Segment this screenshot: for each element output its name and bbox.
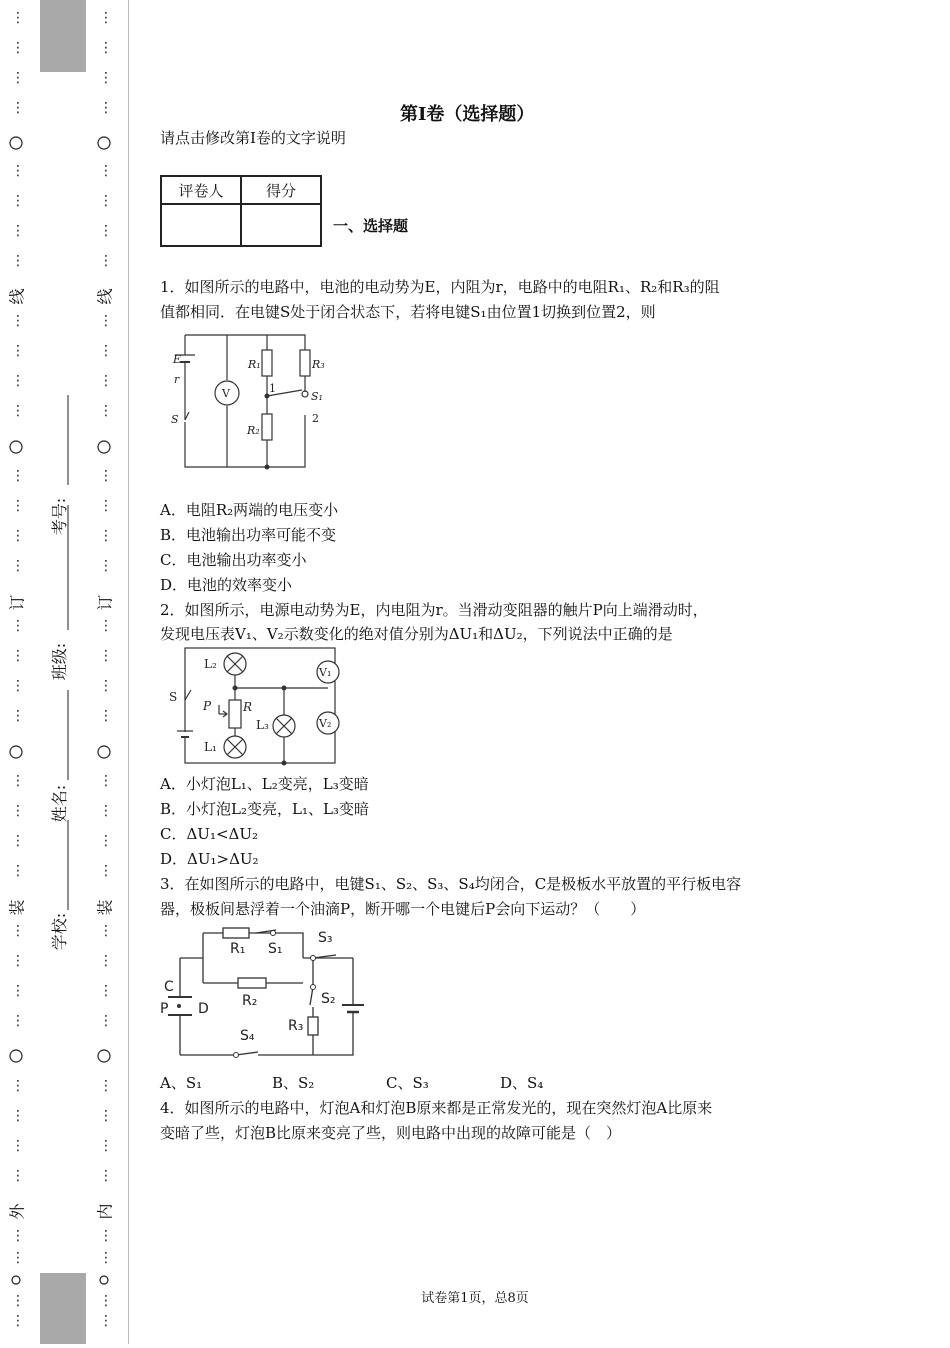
q3-option-c[interactable]: C、S₃ xyxy=(386,1074,429,1092)
student-info-band xyxy=(40,0,86,1344)
score-table xyxy=(160,175,322,247)
score-table-score-cell[interactable] xyxy=(241,204,321,246)
svg-text:⋮: ⋮ xyxy=(11,708,25,724)
q1-stem-line-2: 值都相同．在电键S处于闭合状态下，若将电键S₁由位置1切换到位置2，则 xyxy=(160,303,656,321)
svg-text:⋮: ⋮ xyxy=(99,983,113,999)
q1-option-c[interactable]: C．电池输出功率变小 xyxy=(160,551,307,569)
q2-label-v2: V₂ xyxy=(319,717,332,730)
q2-option-d[interactable]: D．ΔU₁>ΔU₂ xyxy=(160,850,259,868)
q3-stem-line-1: 3．在如图所示的电路中，电键S₁、S₂、S₃、S₄均闭合，C是极板水平放置的平行板电容 xyxy=(160,875,742,893)
q3-label-s1: S₁ xyxy=(268,941,283,957)
q3-stem-line-2: 器，极板间悬浮着一个油滴P，断开哪一个电键后P会向下运动？（ ） xyxy=(160,900,646,918)
svg-text:⋮: ⋮ xyxy=(11,983,25,999)
outer-mark-wai: 外 xyxy=(7,1203,27,1220)
svg-text:⋮: ⋮ xyxy=(11,678,25,694)
svg-text:⋮: ⋮ xyxy=(99,528,113,544)
svg-text:⋮: ⋮ xyxy=(99,708,113,724)
outer-mark-ding: 订 xyxy=(7,594,27,611)
svg-text:⋮: ⋮ xyxy=(11,1313,25,1329)
svg-text:⋮: ⋮ xyxy=(99,1228,113,1244)
svg-text:⋮: ⋮ xyxy=(11,468,25,484)
svg-text:⋮: ⋮ xyxy=(11,40,25,56)
svg-text:⋮: ⋮ xyxy=(11,803,25,819)
inner-binding-column xyxy=(88,0,129,1344)
svg-text:⋮: ⋮ xyxy=(99,468,113,484)
q1-stem-line-1: 1．如图所示的电路中，电池的电动势为E，内阻为r，电路中的电阻R₁、R₂和R₃的阻 xyxy=(160,278,720,296)
svg-text:⋮: ⋮ xyxy=(11,193,25,209)
q2-stem-line-1: 2．如图所示，电源电动势为E，内电阻为r。当滑动变阻器的触片P向上端滑动时， xyxy=(160,601,708,619)
svg-text:⋮: ⋮ xyxy=(99,953,113,969)
svg-text:⋮: ⋮ xyxy=(11,773,25,789)
svg-text:⋮: ⋮ xyxy=(99,373,113,389)
svg-text:⋮: ⋮ xyxy=(11,253,25,269)
svg-text:⋮: ⋮ xyxy=(11,100,25,116)
svg-text:⋮: ⋮ xyxy=(99,618,113,634)
q2-option-a[interactable]: A．小灯泡L₁、L₂变亮，L₃变暗 xyxy=(160,775,369,793)
q2-label-l3: L₃ xyxy=(256,718,269,732)
svg-text:⋮: ⋮ xyxy=(99,403,113,419)
svg-text:⋮: ⋮ xyxy=(99,343,113,359)
svg-text:⋮: ⋮ xyxy=(11,953,25,969)
q1-label-s1: S₁ xyxy=(311,390,323,403)
svg-text:⋮: ⋮ xyxy=(11,343,25,359)
q1-label-r3: R₃ xyxy=(312,358,325,371)
svg-text:⋮: ⋮ xyxy=(11,1078,25,1094)
q4-stem-line-2: 变暗了些，灯泡B比原来变亮了些，则电路中出现的故障可能是（ ） xyxy=(160,1124,622,1142)
svg-text:⋮: ⋮ xyxy=(99,1250,113,1266)
q1-label-pos2: 2 xyxy=(312,412,319,425)
svg-text:⋮: ⋮ xyxy=(11,1293,25,1309)
svg-text:⋮: ⋮ xyxy=(99,1078,113,1094)
svg-text:⋮: ⋮ xyxy=(11,373,25,389)
q1-label-s: S xyxy=(171,413,179,426)
q2-label-s: S xyxy=(169,690,178,704)
q2-option-b[interactable]: B．小灯泡L₂变亮，L₁、L₃变暗 xyxy=(160,800,369,818)
svg-text:⋮: ⋮ xyxy=(99,498,113,514)
q1-label-v: V xyxy=(222,387,230,400)
page-footer: 试卷第1页，总8页 xyxy=(421,1291,529,1306)
svg-text:⋮: ⋮ xyxy=(99,1013,113,1029)
q1-circuit-figure xyxy=(165,330,335,470)
svg-text:⋮: ⋮ xyxy=(11,313,25,329)
q3-option-b[interactable]: B、S₂ xyxy=(272,1074,315,1092)
svg-text:⋮: ⋮ xyxy=(11,833,25,849)
field-class: 班级: xyxy=(50,642,70,681)
svg-text:⋮: ⋮ xyxy=(99,100,113,116)
outer-mark-zhuang: 装 xyxy=(7,899,27,916)
inner-mark-ding: 订 xyxy=(95,594,115,611)
svg-text:⋮: ⋮ xyxy=(11,1228,25,1244)
q3-label-s4: S₄ xyxy=(240,1028,255,1044)
inner-dotted-line xyxy=(88,0,128,1344)
q1-label-r2: R₂ xyxy=(247,424,260,437)
svg-text:⋮: ⋮ xyxy=(11,10,25,26)
score-table-grader-cell[interactable] xyxy=(161,204,241,246)
svg-text:⋮: ⋮ xyxy=(11,1168,25,1184)
svg-text:⋮: ⋮ xyxy=(99,1168,113,1184)
q2-label-l1: L₁ xyxy=(204,740,217,754)
svg-text:⋮: ⋮ xyxy=(11,1013,25,1029)
svg-text:⋮: ⋮ xyxy=(99,773,113,789)
q2-label-v1: V₁ xyxy=(319,666,332,679)
svg-text:⋮: ⋮ xyxy=(11,618,25,634)
svg-text:⋮: ⋮ xyxy=(99,803,113,819)
q1-label-r1: R₁ xyxy=(248,358,261,371)
field-name: 姓名: xyxy=(50,784,70,823)
svg-text:⋮: ⋮ xyxy=(99,1138,113,1154)
inner-mark-xian: 线 xyxy=(95,288,115,305)
q3-label-s3: S₃ xyxy=(318,930,333,946)
svg-text:⋮: ⋮ xyxy=(99,923,113,939)
q1-label-pos1: 1 xyxy=(269,382,276,395)
svg-text:⋮: ⋮ xyxy=(99,40,113,56)
q3-label-d: D xyxy=(198,1001,209,1017)
q2-option-c[interactable]: C．ΔU₁<ΔU₂ xyxy=(160,825,259,843)
svg-text:⋮: ⋮ xyxy=(11,1250,25,1266)
section-note: 请点击修改第I卷的文字说明 xyxy=(160,129,346,147)
q2-circuit-figure xyxy=(165,645,355,770)
svg-text:⋮: ⋮ xyxy=(11,528,25,544)
svg-text:⋮: ⋮ xyxy=(11,70,25,86)
q3-label-s2: S₂ xyxy=(321,991,336,1007)
svg-text:⋮: ⋮ xyxy=(99,10,113,26)
svg-text:⋮: ⋮ xyxy=(11,403,25,419)
field-exam-number: 考号: xyxy=(50,497,70,536)
outer-binding-column xyxy=(0,0,36,1344)
svg-text:⋮: ⋮ xyxy=(99,163,113,179)
q3-label-r3: R₃ xyxy=(288,1018,304,1034)
outer-mark-xian: 线 xyxy=(7,288,27,305)
svg-text:⋮: ⋮ xyxy=(99,863,113,879)
svg-text:⋮: ⋮ xyxy=(99,678,113,694)
q4-stem-line-1: 4．如图所示的电路中，灯泡A和灯泡B原来都是正常发光的，现在突然灯泡A比原来 xyxy=(160,1099,713,1117)
q1-option-a[interactable]: A．电阻R₂两端的电压变小 xyxy=(160,501,339,519)
svg-text:⋮: ⋮ xyxy=(99,253,113,269)
svg-text:⋮: ⋮ xyxy=(11,1138,25,1154)
q3-label-p: P xyxy=(160,1001,169,1017)
q3-label-r2: R₂ xyxy=(242,993,258,1009)
svg-text:⋮: ⋮ xyxy=(99,1108,113,1124)
svg-text:⋮: ⋮ xyxy=(11,648,25,664)
page-title: 第I卷（选择题） xyxy=(400,104,535,125)
svg-text:⋮: ⋮ xyxy=(11,223,25,239)
q3-option-a[interactable]: A、S₁ xyxy=(160,1074,203,1092)
q3-circuit-figure xyxy=(158,925,368,1065)
svg-text:⋮: ⋮ xyxy=(11,558,25,574)
svg-text:⋮: ⋮ xyxy=(11,923,25,939)
q1-label-r: r xyxy=(174,373,180,386)
svg-text:⋮: ⋮ xyxy=(99,313,113,329)
q3-label-c: C xyxy=(164,979,174,995)
field-school: 学校: xyxy=(50,912,70,951)
q2-label-p: P xyxy=(203,699,212,713)
q2-label-l2: L₂ xyxy=(204,657,217,671)
svg-text:⋮: ⋮ xyxy=(99,1293,113,1309)
outer-dotted-line xyxy=(0,0,36,1344)
q2-stem-line-2: 发现电压表V₁、V₂示数变化的绝对值分别为ΔU₁和ΔU₂，下列说法中正确的是 xyxy=(160,625,673,643)
svg-text:⋮: ⋮ xyxy=(99,193,113,209)
inner-mark-zhuang: 装 xyxy=(95,899,115,916)
svg-text:⋮: ⋮ xyxy=(11,863,25,879)
svg-text:⋮: ⋮ xyxy=(99,558,113,574)
q1-option-b[interactable]: B．电池输出功率可能不变 xyxy=(160,526,337,544)
svg-text:⋮: ⋮ xyxy=(99,223,113,239)
section-heading: 一、选择题 xyxy=(333,217,409,235)
svg-text:⋮: ⋮ xyxy=(99,70,113,86)
q2-label-r: R xyxy=(243,700,253,714)
svg-text:⋮: ⋮ xyxy=(11,1108,25,1124)
q3-option-d[interactable]: D、S₄ xyxy=(500,1074,544,1092)
svg-text:⋮: ⋮ xyxy=(11,498,25,514)
svg-text:⋮: ⋮ xyxy=(99,648,113,664)
svg-text:⋮: ⋮ xyxy=(11,163,25,179)
q1-label-e: E xyxy=(173,353,182,366)
svg-text:⋮: ⋮ xyxy=(99,1313,113,1329)
q1-option-d[interactable]: D．电池的效率变小 xyxy=(160,576,293,594)
q3-label-r1: R₁ xyxy=(230,941,246,957)
score-table-score: 得分 xyxy=(241,176,321,204)
inner-mark-nei: 内 xyxy=(95,1203,115,1220)
svg-text:⋮: ⋮ xyxy=(99,833,113,849)
score-table-grader: 评卷人 xyxy=(161,176,241,204)
